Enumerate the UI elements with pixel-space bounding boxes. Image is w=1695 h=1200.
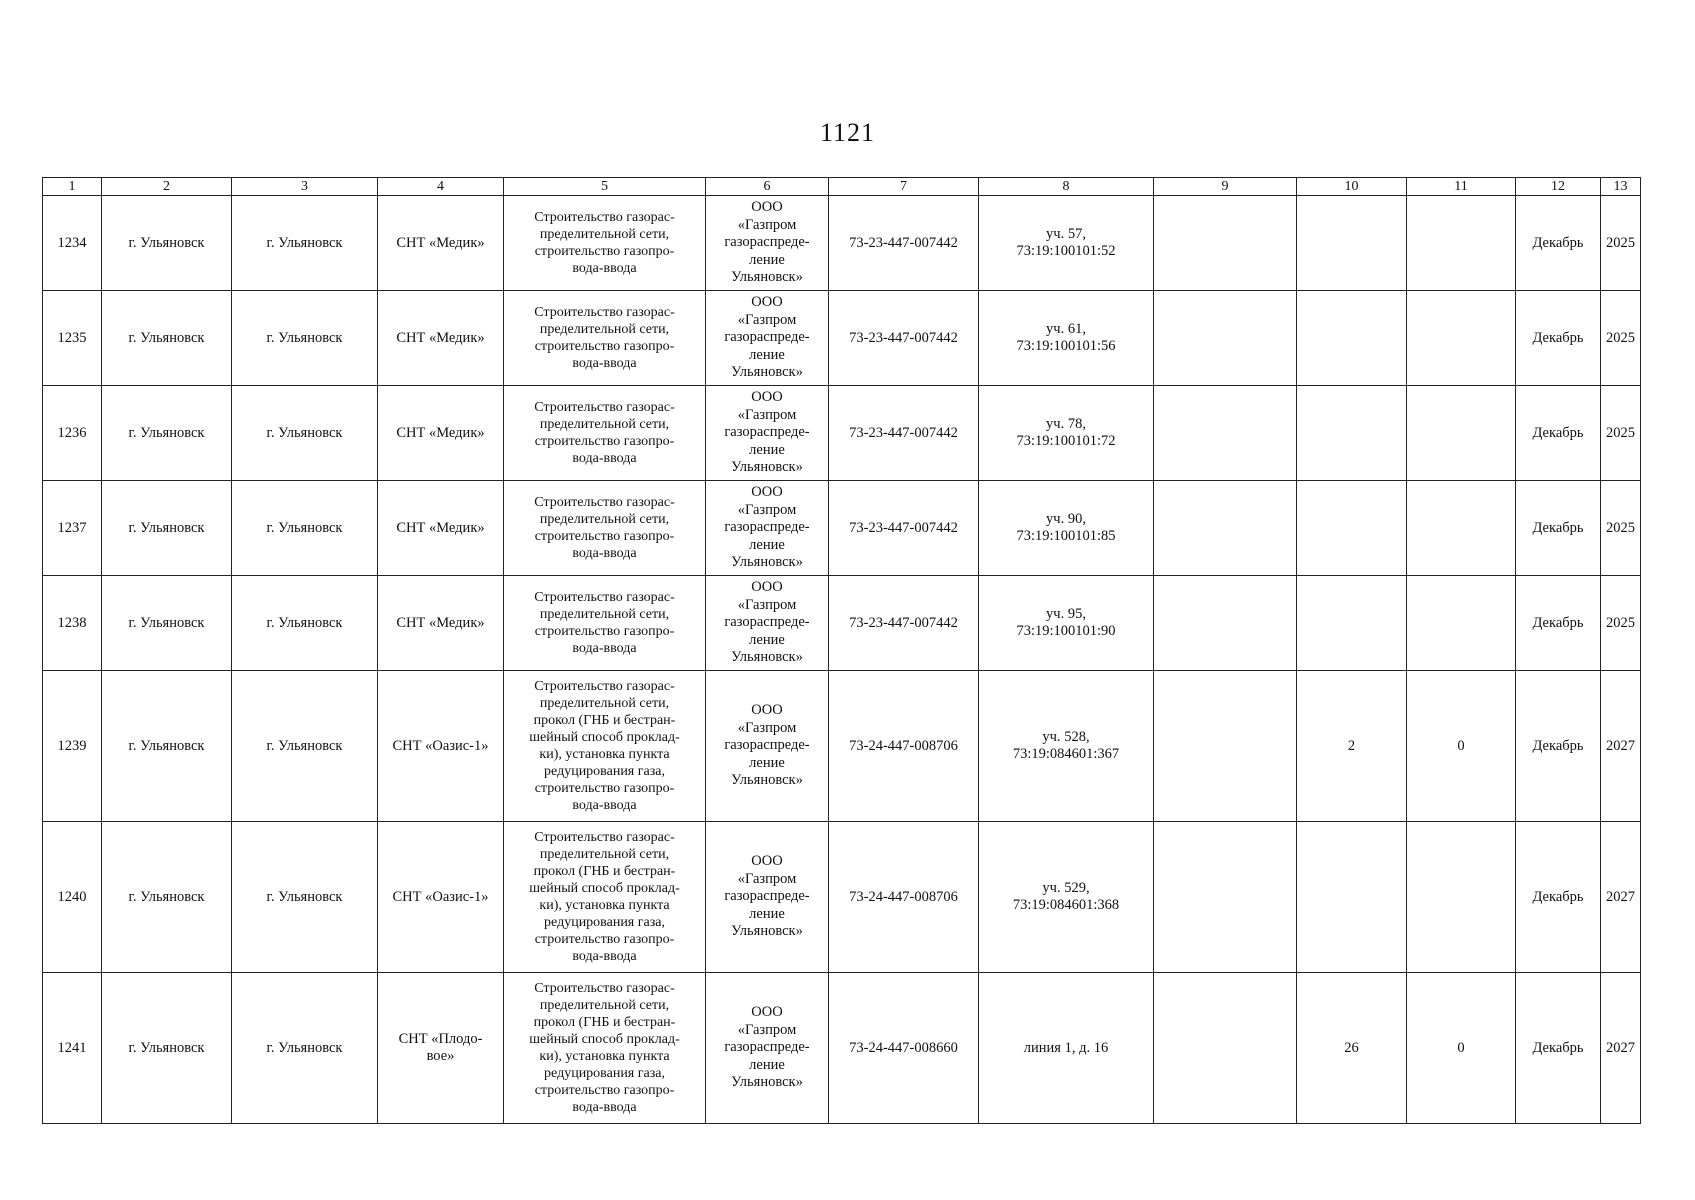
column-header: 8 [979, 178, 1154, 196]
col10-cell: 26 [1297, 973, 1407, 1124]
col10-cell [1297, 386, 1407, 481]
month-cell: Декабрь [1516, 481, 1601, 576]
col11-cell [1407, 822, 1516, 973]
column-header: 12 [1516, 178, 1601, 196]
locality-cell: г. Ульяновск [232, 386, 378, 481]
column-header: 3 [232, 178, 378, 196]
year-cell: 2025 [1601, 576, 1641, 671]
work-description-cell: Строительство газорас- пределительной сети, строительство газопро- вода-ввода [504, 386, 706, 481]
locality-cell: г. Ульяновск [232, 481, 378, 576]
year-cell: 2025 [1601, 196, 1641, 291]
month-cell: Декабрь [1516, 291, 1601, 386]
table-row [43, 576, 1641, 671]
col11-cell [1407, 481, 1516, 576]
code-cell: 73-24-447-008660 [829, 973, 979, 1124]
organization-cell: ООО «Газпром газораспреде- ление Ульяновск» [706, 973, 829, 1124]
year-cell: 2027 [1601, 822, 1641, 973]
plot-cell: уч. 529, 73:19:084601:368 [979, 822, 1154, 973]
col11-cell: 0 [1407, 671, 1516, 822]
organization-cell: ООО «Газпром газораспреде- ление Ульяновск» [706, 576, 829, 671]
plot-cell: уч. 78, 73:19:100101:72 [979, 386, 1154, 481]
col9-cell [1154, 291, 1297, 386]
organization-cell: ООО «Газпром газораспреде- ление Ульяновск» [706, 822, 829, 973]
organization-cell: ООО «Газпром газораспреде- ление Ульяновск» [706, 291, 829, 386]
column-header: 6 [706, 178, 829, 196]
plot-cell: линия 1, д. 16 [979, 973, 1154, 1124]
column-header: 7 [829, 178, 979, 196]
work-description-cell: Строительство газорас- пределительной сети, прокол (ГНБ и бестран- шейный способ проклад- ки), установка пункта редуцирования газа, строительство газопро- вода-ввода [504, 822, 706, 973]
year-cell: 2027 [1601, 671, 1641, 822]
district-cell: г. Ульяновск [102, 822, 232, 973]
col9-cell [1154, 386, 1297, 481]
col9-cell [1154, 822, 1297, 973]
column-header: 10 [1297, 178, 1407, 196]
column-header: 4 [378, 178, 504, 196]
month-cell: Декабрь [1516, 671, 1601, 822]
year-cell: 2025 [1601, 481, 1641, 576]
locality-cell: г. Ульяновск [232, 973, 378, 1124]
gasification-schedule-table [42, 177, 1641, 1124]
row-number: 1238 [43, 576, 102, 671]
work-description-cell: Строительство газорас- пределительной сети, строительство газопро- вода-ввода [504, 576, 706, 671]
organization-cell: ООО «Газпром газораспреде- ление Ульяновск» [706, 386, 829, 481]
col11-cell [1407, 196, 1516, 291]
district-cell: г. Ульяновск [102, 291, 232, 386]
work-description-cell: Строительство газорас- пределительной сети, строительство газопро- вода-ввода [504, 291, 706, 386]
settlement-cell: СНТ «Медик» [378, 291, 504, 386]
settlement-cell: СНТ «Медик» [378, 576, 504, 671]
plot-cell: уч. 57, 73:19:100101:52 [979, 196, 1154, 291]
month-cell: Декабрь [1516, 822, 1601, 973]
district-cell: г. Ульяновск [102, 386, 232, 481]
work-description-cell: Строительство газорас- пределительной сети, прокол (ГНБ и бестран- шейный способ проклад- ки), установка пункта редуцирования газа, строительство газопро- вода-ввода [504, 973, 706, 1124]
locality-cell: г. Ульяновск [232, 196, 378, 291]
month-cell: Декабрь [1516, 973, 1601, 1124]
plot-cell: уч. 90, 73:19:100101:85 [979, 481, 1154, 576]
year-cell: 2025 [1601, 291, 1641, 386]
locality-cell: г. Ульяновск [232, 291, 378, 386]
col11-cell: 0 [1407, 973, 1516, 1124]
code-cell: 73-24-447-008706 [829, 822, 979, 973]
code-cell: 73-23-447-007442 [829, 481, 979, 576]
code-cell: 73-24-447-008706 [829, 671, 979, 822]
month-cell: Декабрь [1516, 576, 1601, 671]
plot-cell: уч. 95, 73:19:100101:90 [979, 576, 1154, 671]
table-row [43, 822, 1641, 973]
row-number: 1234 [43, 196, 102, 291]
settlement-cell: СНТ «Медик» [378, 196, 504, 291]
plot-cell: уч. 528, 73:19:084601:367 [979, 671, 1154, 822]
col10-cell [1297, 291, 1407, 386]
row-number: 1239 [43, 671, 102, 822]
col10-cell [1297, 822, 1407, 973]
column-header: 5 [504, 178, 706, 196]
month-cell: Декабрь [1516, 196, 1601, 291]
col10-cell [1297, 481, 1407, 576]
organization-cell: ООО «Газпром газораспреде- ление Ульяновск» [706, 671, 829, 822]
table-row [43, 196, 1641, 291]
column-header: 2 [102, 178, 232, 196]
district-cell: г. Ульяновск [102, 196, 232, 291]
column-header: 1 [43, 178, 102, 196]
col11-cell [1407, 576, 1516, 671]
col10-cell [1297, 576, 1407, 671]
locality-cell: г. Ульяновск [232, 822, 378, 973]
col9-cell [1154, 671, 1297, 822]
table-row [43, 291, 1641, 386]
row-number: 1237 [43, 481, 102, 576]
month-cell: Декабрь [1516, 386, 1601, 481]
column-header: 13 [1601, 178, 1641, 196]
district-cell: г. Ульяновск [102, 671, 232, 822]
column-header: 9 [1154, 178, 1297, 196]
table-row [43, 671, 1641, 822]
row-number: 1240 [43, 822, 102, 973]
column-number-row [43, 178, 1641, 196]
settlement-cell: СНТ «Плодо- вое» [378, 973, 504, 1124]
district-cell: г. Ульяновск [102, 973, 232, 1124]
plot-cell: уч. 61, 73:19:100101:56 [979, 291, 1154, 386]
locality-cell: г. Ульяновск [232, 576, 378, 671]
table-row [43, 386, 1641, 481]
code-cell: 73-23-447-007442 [829, 576, 979, 671]
col10-cell [1297, 196, 1407, 291]
settlement-cell: СНТ «Медик» [378, 481, 504, 576]
settlement-cell: СНТ «Оазис-1» [378, 822, 504, 973]
col11-cell [1407, 386, 1516, 481]
district-cell: г. Ульяновск [102, 576, 232, 671]
district-cell: г. Ульяновск [102, 481, 232, 576]
locality-cell: г. Ульяновск [232, 671, 378, 822]
code-cell: 73-23-447-007442 [829, 196, 979, 291]
work-description-cell: Строительство газорас- пределительной сети, прокол (ГНБ и бестран- шейный способ проклад- ки), установка пункта редуцирования газа, строительство газопро- вода-ввода [504, 671, 706, 822]
table-row [43, 973, 1641, 1124]
col9-cell [1154, 973, 1297, 1124]
code-cell: 73-23-447-007442 [829, 291, 979, 386]
table-row [43, 481, 1641, 576]
work-description-cell: Строительство газорас- пределительной сети, строительство газопро- вода-ввода [504, 196, 706, 291]
col10-cell: 2 [1297, 671, 1407, 822]
year-cell: 2027 [1601, 973, 1641, 1124]
row-number: 1241 [43, 973, 102, 1124]
col11-cell [1407, 291, 1516, 386]
col9-cell [1154, 481, 1297, 576]
row-number: 1235 [43, 291, 102, 386]
code-cell: 73-23-447-007442 [829, 386, 979, 481]
organization-cell: ООО «Газпром газораспреде- ление Ульяновск» [706, 481, 829, 576]
year-cell: 2025 [1601, 386, 1641, 481]
column-header: 11 [1407, 178, 1516, 196]
col9-cell [1154, 576, 1297, 671]
work-description-cell: Строительство газорас- пределительной сети, строительство газопро- вода-ввода [504, 481, 706, 576]
row-number: 1236 [43, 386, 102, 481]
settlement-cell: СНТ «Медик» [378, 386, 504, 481]
settlement-cell: СНТ «Оазис-1» [378, 671, 504, 822]
page-number: 1121 [819, 118, 876, 147]
organization-cell: ООО «Газпром газораспреде- ление Ульяновск» [706, 196, 829, 291]
col9-cell [1154, 196, 1297, 291]
